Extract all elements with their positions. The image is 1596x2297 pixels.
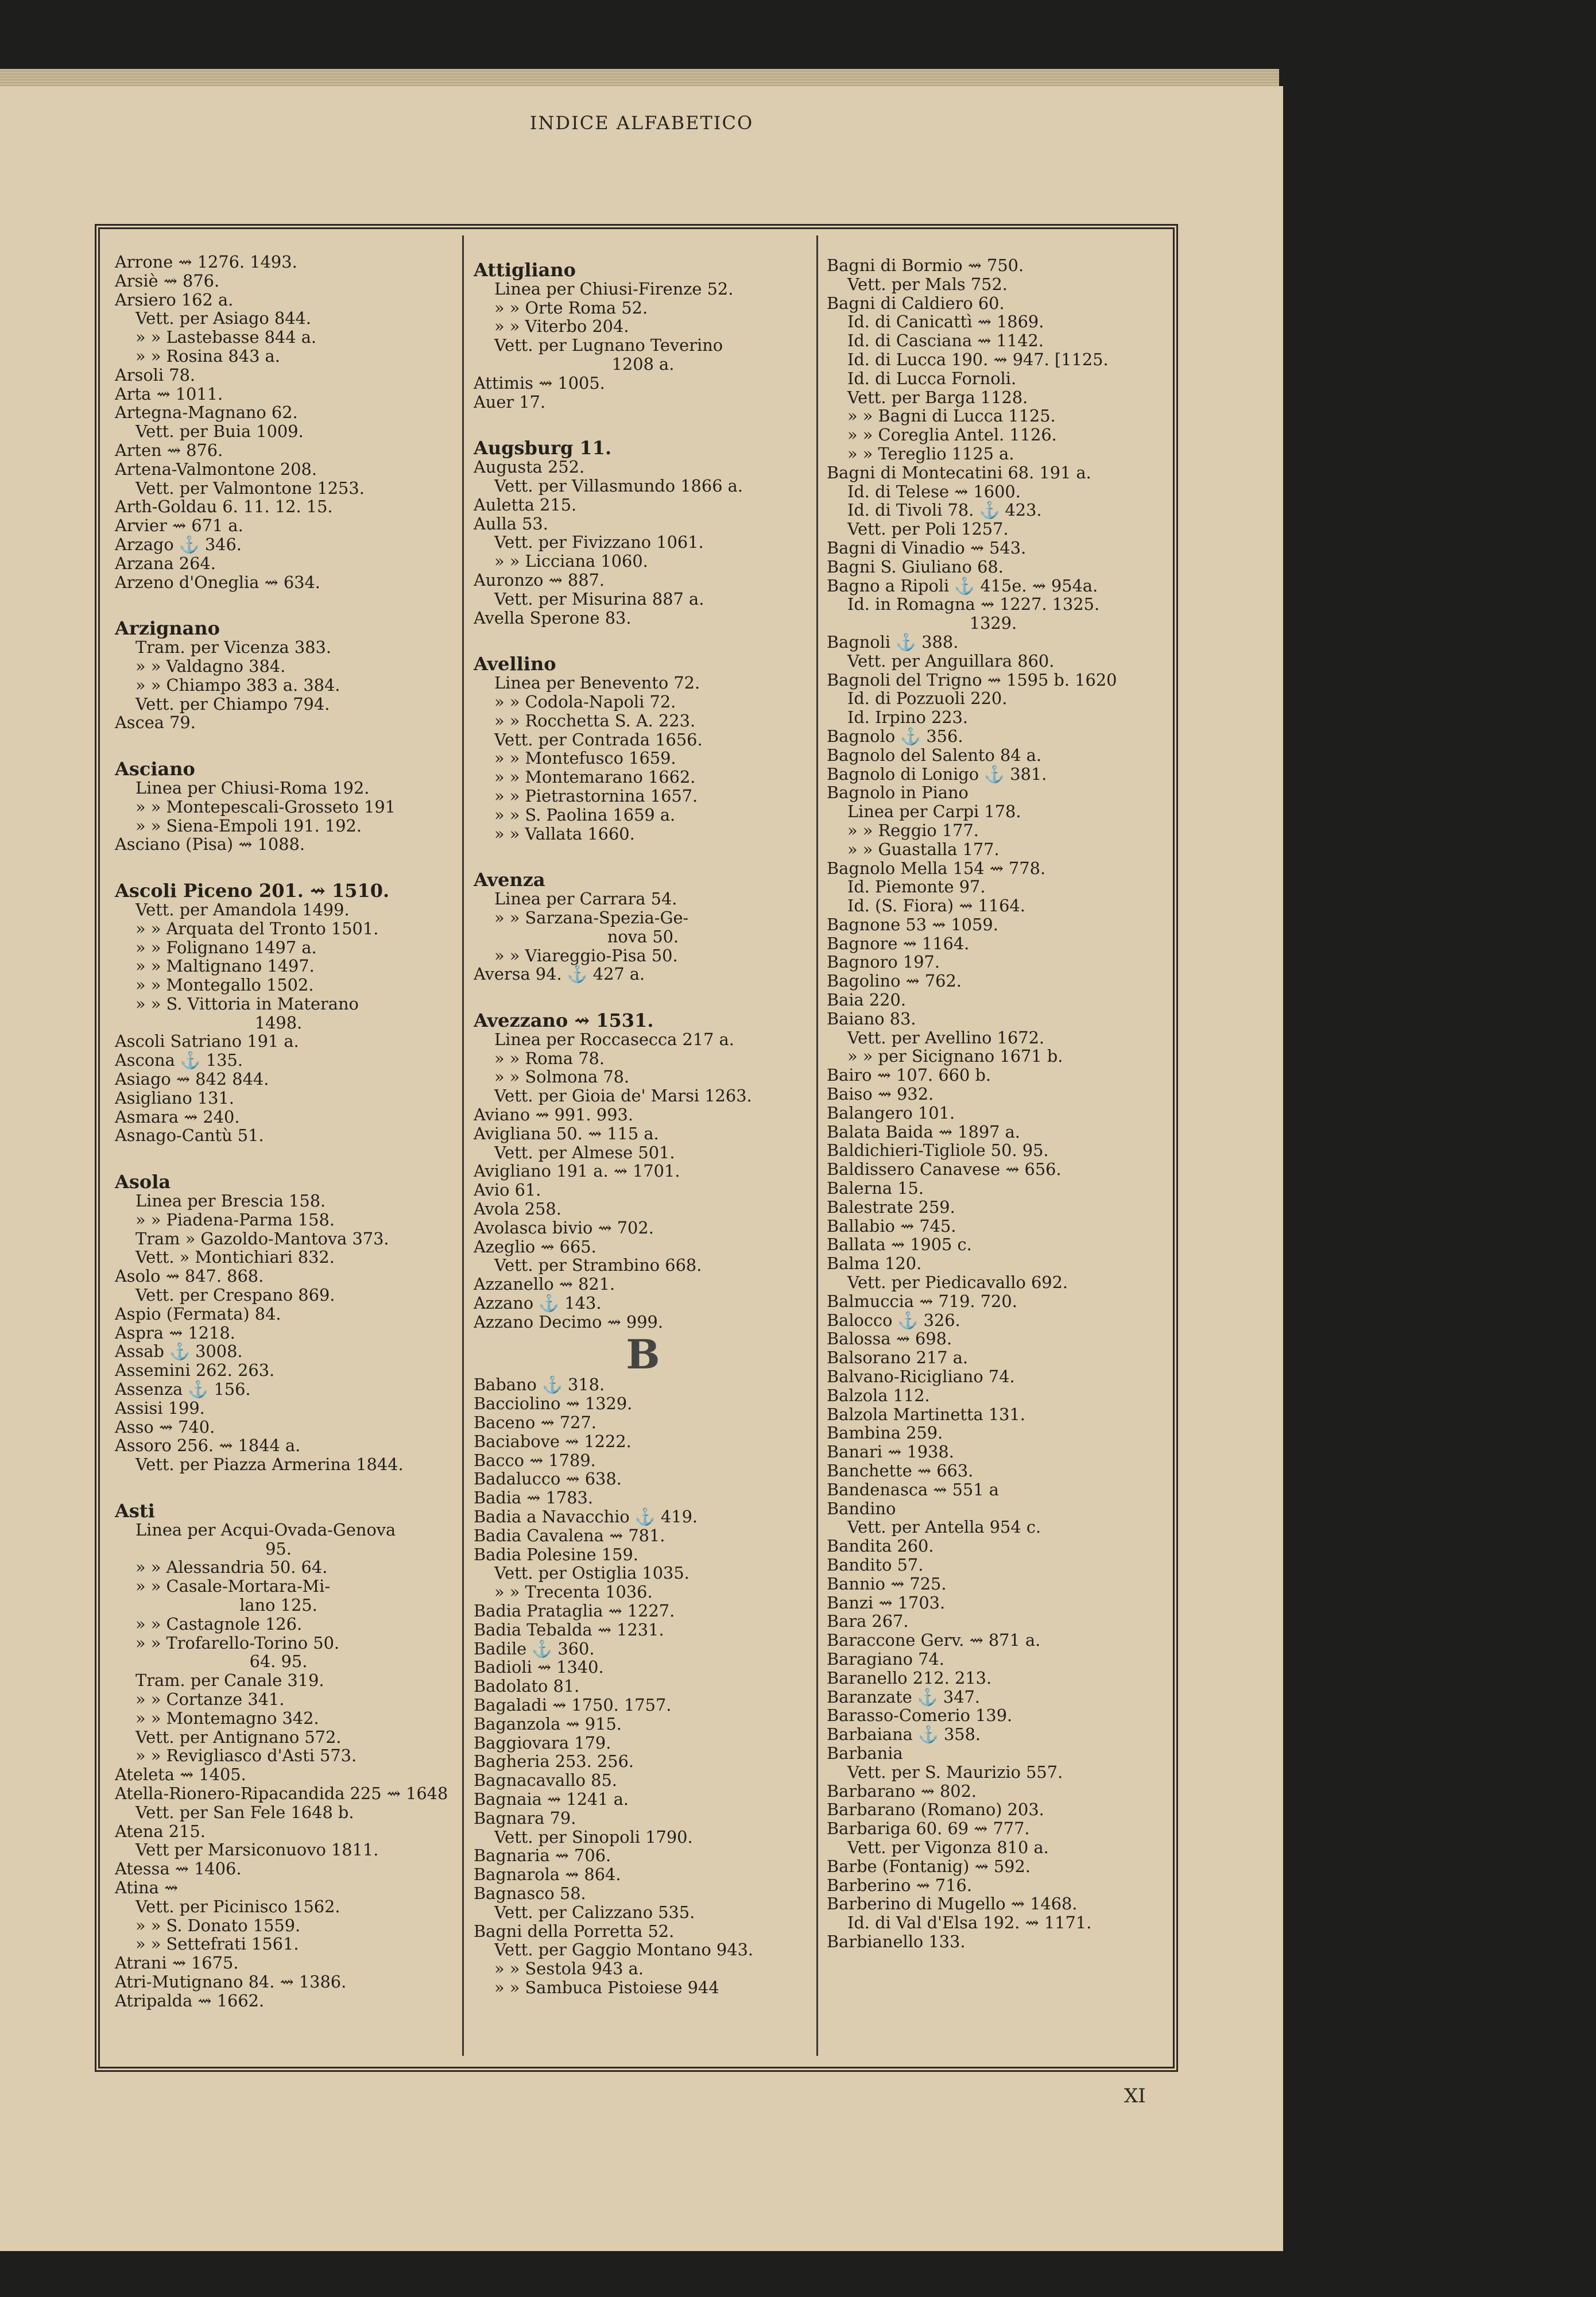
index-entry: Linea per Carrara 54. (494, 889, 677, 909)
index-entry: Id. di Pozzuoli 220. (847, 689, 1008, 709)
index-entry: Baldichieri-Tigliole 50. 95. (827, 1140, 1049, 1161)
index-entry: Bagnacavallo 85. (474, 1770, 617, 1791)
index-entry: Vett. per Villasmundo 1866 a. (494, 475, 743, 496)
index-entry: » » Trofarello-Torino 50. (135, 1633, 340, 1653)
index-entry: Baggiovara 179. (474, 1733, 611, 1753)
index-entry: Vett. per Antella 954 c. (847, 1517, 1041, 1537)
index-entry: Ascona ⚓ 135. (115, 1050, 243, 1070)
index-entry: Linea per Roccasecca 217 a. (494, 1029, 734, 1049)
index-entry: Balocco ⚓ 326. (827, 1310, 960, 1330)
index-entry (115, 732, 442, 755)
index-entry: Bagnoli del Trigno ⇝ 1595 b. 1620 (827, 670, 1117, 690)
index-entry: Vett. per Ostiglia 1035. (494, 1563, 689, 1583)
index-entry (115, 854, 442, 877)
index-entry: Atrani ⇝ 1675. (115, 1953, 239, 1973)
index-entry: Linea per Benevento 72. (494, 673, 700, 693)
index-entry: » » Roma 78. (494, 1048, 605, 1068)
index-entry: Bagnolo Mella 154 ⇝ 778. (827, 858, 1046, 878)
index-entry: » » Siena-Empoli 191. 192. (135, 815, 362, 836)
index-entry: » » Maltignano 1497. (135, 956, 315, 976)
index-entry: Azeglio ⇝ 665. (474, 1236, 596, 1256)
index-entry: » » Folignano 1497 a. (135, 937, 317, 957)
index-entry: Atella-Rionero-Ripacandida 225 ⇝ 1648 (115, 1783, 448, 1803)
index-entry: Id. Irpino 223. (847, 707, 969, 728)
index-entry: Balossa ⇝ 698. (827, 1329, 952, 1349)
index-entry: Linea per Acqui-Ovada-Genova (135, 1519, 396, 1540)
index-entry: Vett. per Barga 1128. (847, 387, 1028, 407)
index-entry: » » Rocchetta S. A. 223. (494, 710, 696, 730)
index-entry: Bandita 260. (827, 1536, 934, 1556)
index-entry: Id. Piemonte 97. (847, 877, 986, 897)
index-entry: Badia Cavalena ⇝ 781. (474, 1525, 665, 1545)
index-entry (115, 1474, 442, 1497)
index-entry: Atina ⇝ (115, 1877, 179, 1897)
index-entry: Bagnolo di Lonigo ⚓ 381. (827, 764, 1047, 784)
index-entry: Asnago-Cantù 51. (115, 1126, 264, 1146)
page-header: INDICE ALFABETICO (529, 112, 754, 134)
index-entry: Linea per Carpi 178. (847, 802, 1021, 822)
index-entry: Attimis ⇝ 1005. (474, 373, 605, 393)
index-entry: nova 50. (607, 926, 679, 946)
index-entry: Vett. per Picinisco 1562. (135, 1896, 340, 1916)
index-entry: » » Solmona 78. (494, 1067, 630, 1087)
index-entry: Badia Polesine 159. (474, 1544, 638, 1564)
index-entry: Bandenasca ⇝ 551 a (827, 1479, 999, 1499)
index-entry: Vett. per Piazza Armerina 1844. (135, 1455, 404, 1475)
index-entry: Tram » Gazoldo-Mantova 373. (135, 1228, 389, 1248)
index-entry: Vett. per Gioia de' Marsi 1263. (494, 1086, 752, 1106)
index-entry: Bagaladi ⇝ 1750. 1757. (474, 1695, 672, 1715)
index-entry: Id. di Val d'Elsa 192. ⇝ 1171. (847, 1913, 1092, 1933)
index-entry: Baranello 212. 213. (827, 1668, 992, 1688)
index-entry: » » Valdagno 384. (135, 656, 286, 676)
index-entry: Vett. per Chiampo 794. (135, 694, 330, 714)
index-entry: » » Alessandria 50. 64. (135, 1557, 328, 1577)
index-entry: Bagnasco 58. (474, 1883, 586, 1903)
index-entry: » » Reggio 177. (847, 820, 979, 840)
index-entry: Id. (S. Fiora) ⇝ 1164. (847, 896, 1025, 916)
index-entry: Avellino (474, 653, 556, 675)
index-entry: Barbania (827, 1743, 903, 1763)
index-entry: Arta ⇝ 1011. (115, 384, 223, 404)
index-entry: Assab ⚓ 3008. (115, 1341, 243, 1362)
index-entry: Badalucco ⇝ 638. (474, 1469, 622, 1489)
index-entry: Bairo ⇝ 107. 660 b. (827, 1065, 991, 1085)
index-entry: Bagni S. Giuliano 68. (827, 556, 1004, 577)
index-entry: Balmuccia ⇝ 719. 720. (827, 1291, 1017, 1311)
index-entry: Asti (115, 1500, 155, 1522)
index-entry: » » Trecenta 1036. (494, 1582, 653, 1602)
index-entry: Vett. per Strambino 668. (494, 1255, 702, 1275)
index-entry: Azzano ⚓ 143. (474, 1293, 602, 1313)
index-entry: Bagheria 253. 256. (474, 1751, 634, 1772)
index-entry: Assoro 256. ⇝ 1844 a. (115, 1436, 301, 1456)
index-entry: Badolato 81. (474, 1676, 580, 1696)
index-entry: Barbaiana ⚓ 358. (827, 1724, 981, 1745)
index-entry: Bagni di Montecatini 68. 191 a. (827, 462, 1091, 482)
index-entry: Arsiè ⇝ 876. (115, 270, 220, 291)
index-entry: lano 125. (239, 1595, 317, 1615)
index-entry: Banzi ⇝ 1703. (827, 1592, 946, 1612)
index-entry: Linea per Chiusi-Firenze 52. (494, 279, 734, 299)
index-entry: Arsoli 78. (115, 365, 196, 385)
index-entry: Barasso-Comerio 139. (827, 1706, 1013, 1726)
index-entry: Atri-Mutignano 84. ⇝ 1386. (115, 1971, 347, 1991)
index-entry: Avella Sperone 83. (474, 608, 632, 628)
index-entry: » » Montemarano 1662. (494, 767, 696, 787)
index-entry: Bacco ⇝ 1789. (474, 1450, 596, 1470)
index-entry: Balzola Martinetta 131. (827, 1404, 1025, 1424)
index-entry: Baldissero Canavese ⇝ 656. (827, 1159, 1062, 1180)
index-entry: Vett. per Avellino 1672. (847, 1027, 1045, 1047)
index-entry: Vett. per Piedicavallo 692. (847, 1273, 1068, 1293)
index-entry: Bandito 57. (827, 1554, 924, 1575)
index-entry: Baiano 83. (827, 1008, 916, 1028)
index-entry: » » Pietrastornina 1657. (494, 786, 698, 806)
index-entry: Aviano ⇝ 991. 993. (474, 1105, 633, 1125)
index-entry: » » Chiampo 383 a. 384. (135, 675, 340, 695)
index-entry: Aspra ⇝ 1218. (115, 1322, 235, 1343)
index-entry (474, 984, 812, 1007)
index-entry (115, 1145, 442, 1168)
index-entry: Arten ⇝ 876. (115, 440, 223, 460)
index-entry: Arsiero 162 a. (115, 289, 234, 310)
index-entry: Bagnaia ⇝ 1241 a. (474, 1789, 629, 1809)
index-entry: Vett. per Lugnano Teverino (494, 335, 723, 355)
index-entry: Id. di Casciana ⇝ 1142. (847, 331, 1044, 351)
index-entry: » » Sarzana-Spezia-Ge- (494, 907, 689, 927)
index-entry: Atessa ⇝ 1406. (115, 1859, 242, 1879)
index-entry: Auer 17. (474, 392, 546, 412)
index-entry: Baraccone Gerv. ⇝ 871 a. (827, 1630, 1041, 1650)
index-entry: Arzago ⚓ 346. (115, 534, 242, 554)
index-entry: Asola (115, 1171, 171, 1193)
index-entry: Balangero 101. (827, 1103, 955, 1123)
index-entry: Bagnaria ⇝ 706. (474, 1846, 611, 1866)
index-entry: Ballata ⇝ 1905 c. (827, 1235, 972, 1255)
index-entry: Asso ⇝ 740. (115, 1417, 215, 1437)
index-entry (474, 411, 812, 434)
index-entry: Baiso ⇝ 932. (827, 1084, 934, 1104)
index-entry: Id. di Telese ⇝ 1600. (847, 481, 1021, 501)
index-entry: Arzignano (115, 617, 220, 640)
index-entry: Avigliana 50. ⇝ 115 a. (474, 1123, 659, 1143)
index-entry: Ballabio ⇝ 745. (827, 1216, 956, 1236)
index-entry: Auletta 215. (474, 494, 577, 515)
index-entry: Azzanello ⇝ 821. (474, 1274, 615, 1294)
index-entry: » » Piadena-Parma 158. (135, 1209, 335, 1229)
index-entry: Avio 61. (474, 1180, 541, 1200)
index-entry: » » Montepescali-Grosseto 191 (135, 796, 396, 817)
index-entry: Bambina 259. (827, 1423, 943, 1443)
index-entry: Vett. per San Fele 1648 b. (135, 1802, 354, 1822)
page-number: XI (1124, 2085, 1146, 2107)
index-entry: Balvano-Ricigliano 74. (827, 1367, 1015, 1387)
index-entry: Vett. per Sinopoli 1790. (494, 1827, 693, 1847)
index-entry: Babano ⚓ 318. (474, 1375, 605, 1395)
index-entry: » » Coreglia Antel. 1126. (847, 425, 1057, 445)
index-entry: Bagnore ⇝ 1164. (827, 933, 970, 953)
index-entry: » » Revigliasco d'Asti 573. (135, 1746, 357, 1766)
index-entry: Vett. per Asiago 844. (135, 308, 312, 328)
column-rule (816, 235, 818, 2056)
index-entry: Aulla 53. (474, 513, 548, 533)
index-entry: Artegna-Magnano 62. (115, 403, 298, 423)
index-entry: Vett. per Calizzano 535. (494, 1902, 695, 1922)
index-entry: Ascea 79. (115, 713, 196, 733)
index-entry: Vett. per Almese 501. (494, 1142, 675, 1162)
index-entry: Vett. per Anguillara 860. (847, 651, 1055, 671)
index-entry: Vett. per Misurina 887 a. (494, 589, 704, 609)
index-entry: Vett. per Buia 1009. (135, 421, 304, 442)
index-entry: Asciano (Pisa) ⇝ 1088. (115, 834, 305, 854)
index-entry: Bagni di Caldiero 60. (827, 293, 1005, 313)
index-entry: Arzana 264. (115, 553, 216, 573)
index-entry: Attigliano (474, 259, 576, 281)
index-entry: Aspio (Fermata) 84. (115, 1304, 281, 1324)
index-entry: Bagnara 79. (474, 1808, 576, 1828)
index-entry: Assenza ⚓ 156. (115, 1379, 251, 1399)
index-entry: Ateleta ⇝ 1405. (115, 1765, 246, 1785)
index-entry: Id. di Tivoli 78. ⚓ 423. (847, 500, 1042, 520)
index-entry: Badioli ⇝ 1340. (474, 1657, 604, 1677)
index-entry: Bagnoli ⚓ 388. (827, 632, 959, 652)
index-entry: Assisi 199. (115, 1398, 205, 1418)
index-entry: Barbianello 133. (827, 1931, 966, 1951)
index-entry: Banchette ⇝ 663. (827, 1461, 974, 1480)
index-entry: Atripalda ⇝ 1662. (115, 1990, 265, 2010)
index-entry: Id. di Lucca 190. ⇝ 947. [1125. (847, 349, 1109, 369)
index-entry: » » S. Paolina 1659 a. (494, 805, 676, 825)
index-entry (115, 591, 442, 614)
index-entry: Avolasca bivio ⇝ 702. (474, 1217, 654, 1238)
index-entry: » » Montegallo 1502. (135, 975, 314, 995)
index-entry: » » Casale-Mortara-Mi- (135, 1576, 331, 1596)
index-entry: Vett. » Montichiari 832. (135, 1247, 335, 1267)
index-entry: Tram. per Canale 319. (135, 1670, 324, 1691)
index-entry: B (626, 1330, 660, 1378)
index-entry: 1498. (254, 1012, 303, 1033)
index-entry: Badia Prataglia ⇝ 1227. (474, 1601, 675, 1621)
index-entry: Bara 267. (827, 1611, 909, 1631)
index-entry: Barbarano ⇝ 802. (827, 1781, 977, 1801)
index-entry: Vett. per Amandola 1499. (135, 899, 350, 919)
index-entry: Balsorano 217 a. (827, 1348, 969, 1368)
index-entry: Avigliano 191 a. ⇝ 1701. (474, 1161, 680, 1181)
index-entry: Badia a Navacchio ⚓ 419. (474, 1507, 698, 1527)
index-entry: Badia Tebalda ⇝ 1231. (474, 1619, 664, 1639)
index-entry: Id. di Lucca Fornoli. (847, 368, 1017, 388)
index-entry: Id. di Canicattì ⇝ 1869. (847, 312, 1044, 332)
index-entry: Bagni di Vinadio ⇝ 543. (827, 537, 1026, 558)
index-entry: Linea per Brescia 158. (135, 1191, 326, 1211)
index-entry: Bagni di Bormio ⇝ 750. (827, 256, 1024, 275)
index-entry: Augusta 252. (474, 457, 585, 477)
index-entry: » » Rosina 843 a. (135, 346, 280, 366)
index-entry: Asolo ⇝ 847. 868. (115, 1266, 264, 1286)
index-entry: Barberino di Mugello ⇝ 1468. (827, 1894, 1078, 1914)
index-entry: » » Tereglio 1125 a. (847, 443, 1014, 463)
index-entry: Asigliano 131. (115, 1088, 234, 1108)
index-entry: Balata Baida ⇝ 1897 a. (827, 1122, 1020, 1142)
index-entry: Vett. per Poli 1257. (847, 519, 1009, 539)
index-entry: 64. 95. (249, 1652, 308, 1672)
index-entry: Bandino (827, 1498, 896, 1518)
index-entry: » » Bagni di Lucca 1125. (847, 406, 1056, 426)
index-entry: Badile ⚓ 360. (474, 1638, 595, 1658)
index-entry: » » Sestola 943 a. (494, 1959, 644, 1979)
index-entry: » » Orte Roma 52. (494, 297, 648, 318)
index-entry: Vett. per Antignano 572. (135, 1727, 342, 1747)
index-entry: » » Arquata del Tronto 1501. (135, 918, 379, 938)
index-entry: » » Montefusco 1659. (494, 748, 676, 768)
index-entry: Avola 258. (474, 1199, 561, 1219)
index-entry: » » Viareggio-Pisa 50. (494, 945, 678, 965)
index-entry: Aversa 94. ⚓ 427 a. (474, 964, 645, 984)
column-rule (462, 235, 464, 2056)
index-entry: Vett. per Fivizzano 1061. (494, 532, 704, 552)
index-entry: Bagnolo ⚓ 356. (827, 726, 963, 746)
index-entry: Ascoli Piceno 201. ⇝ 1510. (115, 880, 390, 902)
index-entry: Baciabove ⇝ 1222. (474, 1431, 632, 1451)
index-entry: Balestrate 259. (827, 1197, 955, 1217)
index-entry: » » per Sicignano 1671 b. (847, 1046, 1063, 1066)
index-entry: Baganzola ⇝ 915. (474, 1714, 622, 1734)
index-entry: Bacciolino ⇝ 1329. (474, 1394, 633, 1414)
index-entry: Barbe (Fontanig) ⇝ 592. (827, 1856, 1031, 1876)
index-entry (474, 843, 812, 866)
index-entry: » » S. Vittoria in Materano (135, 993, 359, 1014)
index-entry: Arrone ⇝ 1276. 1493. (115, 252, 297, 272)
index-entry: Vett. per Gaggio Montano 943. (494, 1940, 754, 1960)
index-entry: Id. in Romagna ⇝ 1227. 1325. (847, 594, 1100, 614)
index-entry: Tram. per Vicenza 383. (135, 637, 331, 658)
index-entry: Barbarano (Romano) 203. (827, 1800, 1044, 1820)
index-entry: » » Viterbo 204. (494, 316, 629, 337)
index-entry: Avezzano ⇝ 1531. (474, 1010, 654, 1032)
index-entry: Assemini 262. 263. (115, 1360, 275, 1380)
index-entry: » » Codola-Napoli 72. (494, 691, 676, 711)
index-entry: Baia 220. (827, 990, 906, 1010)
index-entry: Ascoli Satriano 191 a. (115, 1031, 299, 1051)
index-entry: Artena-Valmontone 208. (115, 459, 317, 479)
index-entry: Bagnoro 197. (827, 952, 940, 972)
index-entry: » » Cortanze 341. (135, 1689, 285, 1709)
index-entry: Vett. per Crespano 869. (135, 1285, 335, 1305)
index-entry: 1208 a. (611, 354, 675, 374)
index-entry: Balerna 15. (827, 1178, 924, 1198)
index-entry: Baragiano 74. (827, 1649, 944, 1669)
index-entry: Vett per Marsiconuovo 1811. (135, 1840, 379, 1860)
index-entry: Auronzo ⇝ 887. (474, 570, 605, 590)
index-entry: Balzola 112. (827, 1385, 930, 1405)
index-entry: 1329. (969, 613, 1017, 633)
index-entry: 95. (265, 1538, 292, 1559)
index-entry: Arvier ⇝ 671 a. (115, 516, 243, 536)
index-entry: Barbariga 60. 69 ⇝ 777. (827, 1819, 1030, 1839)
index-entry: Azzano Decimo ⇝ 999. (474, 1312, 664, 1332)
index-entry: Vett. per Vigonza 810 a. (847, 1837, 1049, 1857)
index-entry: Atena 215. (115, 1821, 206, 1841)
index-entry: Bannio ⇝ 725. (827, 1573, 947, 1594)
index-entry: Baranzate ⚓ 347. (827, 1687, 981, 1707)
index-entry: Asmara ⇝ 240. (115, 1107, 240, 1127)
index-entry: Bagnolo del Salento 84 a. (827, 745, 1042, 765)
index-entry: Bagnone 53 ⇝ 1059. (827, 914, 998, 934)
index-entry: Asiago ⇝ 842 844. (115, 1069, 269, 1089)
index-entry: » » Castagnole 126. (135, 1614, 303, 1634)
index-entry: » » Montemagno 342. (135, 1708, 319, 1728)
index-entry: » » Licciana 1060. (494, 551, 648, 571)
index-entry: Bagni della Porretta 52. (474, 1921, 675, 1941)
index-entry: Asciano (115, 758, 195, 780)
index-entry: Bagolino ⇝ 762. (827, 971, 962, 991)
index-entry: Bagnarola ⇝ 864. (474, 1865, 621, 1885)
index-entry: Vett. per Mals 752. (847, 274, 1008, 294)
index-entry: Vett. per Valmontone 1253. (135, 478, 365, 498)
index-entry: Vett. per Contrada 1656. (494, 729, 703, 749)
index-entry: Balma 120. (827, 1254, 922, 1274)
index-entry: » » Guastalla 177. (847, 839, 1000, 859)
index-entry: Banari ⇝ 1938. (827, 1442, 954, 1462)
index-entry: Bagnolo in Piano (827, 783, 969, 803)
index-entry: Arzeno d'Oneglia ⇝ 634. (115, 572, 320, 592)
index-entry: Barberino ⇝ 716. (827, 1875, 972, 1895)
index-entry: Vett. per S. Maurizio 557. (847, 1762, 1063, 1782)
index-entry: » » Lastebasse 844 a. (135, 327, 317, 347)
index-entry: Badia ⇝ 1783. (474, 1488, 594, 1508)
index-entry: Augsburg 11. (474, 437, 612, 459)
index-entry: » » S. Donato 1559. (135, 1915, 301, 1935)
index-entry: Baceno ⇝ 727. (474, 1413, 596, 1433)
index-entry (474, 627, 812, 650)
index-entry: » » Settefrati 1561. (135, 1934, 299, 1954)
index-entry: Bagno a Ripoli ⚓ 415e. ⇝ 954a. (827, 575, 1098, 595)
index-entry: Linea per Chiusi-Roma 192. (135, 778, 370, 798)
index-column-3 (827, 256, 1160, 2297)
index-entry: » » Vallata 1660. (494, 823, 635, 844)
index-entry: Avenza (474, 869, 545, 891)
index-entry: » » Sambuca Pistoiese 944 (494, 1977, 719, 1997)
index-column-1 (115, 252, 448, 2297)
index-column-2 (474, 256, 812, 2297)
index-entry: Arth-Goldau 6. 11. 12. 15. (115, 497, 333, 517)
